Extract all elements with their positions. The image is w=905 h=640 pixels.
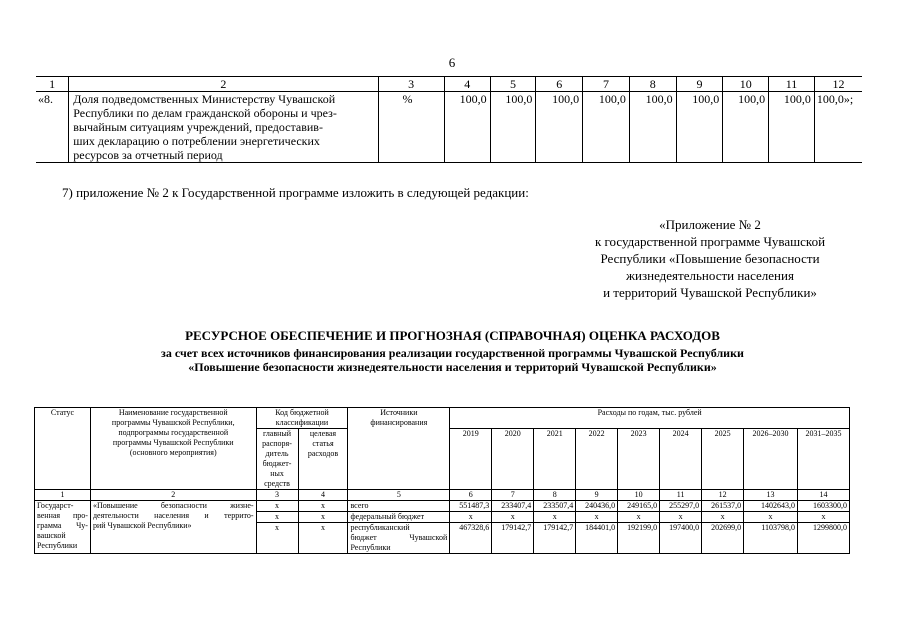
table-cell: 11 [660, 490, 702, 501]
year-header: 2026–2030 [744, 429, 798, 490]
table-cell: 179142,7 [534, 523, 576, 554]
amendment-paragraph: 7) приложение № 2 к Государственной программе изложить в следующей редакции: [62, 185, 529, 200]
table-cell: 249165,0 [618, 501, 660, 512]
table-cell: x [618, 512, 660, 523]
table-cell: x [702, 512, 744, 523]
table-cell: 100,0 [536, 92, 583, 163]
source-cell: республиканский бюджет Чувашской Республики [348, 523, 450, 554]
table-cell: 100,0 [583, 92, 630, 163]
table-cell: 6 [450, 490, 492, 501]
table1-header-row [36, 77, 862, 92]
table-cell: x [256, 501, 298, 512]
program-title: «Повышение безопасности жизнедеятельности населения и территорий Чувашской Республики» [188, 360, 717, 374]
table-cell: x [492, 512, 534, 523]
table-cell: 100,0 [769, 92, 815, 163]
year-header: 2019 [450, 429, 492, 490]
table-cell: 467328,6 [450, 523, 492, 554]
target-header: целевая статья расходов [298, 429, 348, 490]
table-cell: 100,0»; [814, 92, 862, 163]
table-cell: 3 [256, 490, 298, 501]
sources-header: Источники финансирования [348, 408, 450, 490]
appendix-header: «Приложение № 2 к государственной программе Чувашской Республики «Повышение безопасности жизнедеятельности населения и территорий Чувашской Республики» [594, 217, 826, 300]
table-cell: x [534, 512, 576, 523]
table-cell: 2 [69, 77, 378, 92]
table-cell: 1603300,0 [798, 501, 850, 512]
year-header: 2024 [660, 429, 702, 490]
source-cell: федеральный бюджет [348, 512, 450, 523]
table-cell: 1103798,0 [744, 523, 798, 554]
table-cell: 10 [723, 77, 769, 92]
table-cell: 12 [702, 490, 744, 501]
table-cell: 1 [36, 77, 69, 92]
table-cell: 6 [536, 77, 583, 92]
table-cell: x [576, 512, 618, 523]
table-cell: x [298, 512, 348, 523]
table-cell: 233507,4 [534, 501, 576, 512]
table-cell: 1299800,0 [798, 523, 850, 554]
table-cell: 233407,4 [492, 501, 534, 512]
table-cell: x [298, 501, 348, 512]
table-cell: 4 [444, 77, 490, 92]
program-name-cell: «Повышение безопасности жизне- деятельности населения и террито- рий Чувашской Республики» [90, 501, 256, 554]
table-cell: 197400,0 [660, 523, 702, 554]
table1-row [36, 92, 862, 163]
table-cell: 4 [298, 490, 348, 501]
table-cell: 100,0 [490, 92, 536, 163]
table-cell: 179142,7 [492, 523, 534, 554]
status-header: Статус [35, 408, 91, 490]
table-cell: 12 [814, 77, 862, 92]
header-row-1 [35, 408, 850, 429]
table-cell: 100,0 [444, 92, 490, 163]
table-cell: 5 [490, 77, 536, 92]
table-cell: 261537,0 [702, 501, 744, 512]
table-cell: x [798, 512, 850, 523]
table-cell: 3 [378, 77, 444, 92]
table-cell: 11 [769, 77, 815, 92]
table-cell: 10 [618, 490, 660, 501]
table-cell: 9 [576, 490, 618, 501]
table-cell: x [744, 512, 798, 523]
name-header: Наименование государственной программы Чувашской Республики, подпрограммы государственной программы Чувашской Республики (основного мероприятия) [90, 408, 256, 490]
table-cell: x [256, 523, 298, 554]
table-cell: 192199,0 [618, 523, 660, 554]
table-cell: 5 [348, 490, 450, 501]
table-cell: 2 [90, 490, 256, 501]
table-cell: x [660, 512, 702, 523]
row-number: «8. [36, 92, 69, 163]
table-cell: 9 [676, 77, 723, 92]
column-number-row [35, 490, 850, 501]
table-cell: 100,0 [676, 92, 723, 163]
table-cell: 100,0 [723, 92, 769, 163]
year-header: 2031–2035 [798, 429, 850, 490]
table-cell: x [298, 523, 348, 554]
table-cell: 7 [583, 77, 630, 92]
indicator-table [36, 76, 862, 163]
table-cell: 8 [629, 77, 676, 92]
status-cell: Государст- венная про- грамма Чу- вашской Республики [35, 501, 91, 554]
table-cell: 8 [534, 490, 576, 501]
table-cell: 14 [798, 490, 850, 501]
budget-code-header: Код бюджетной классификации [256, 408, 348, 429]
document-title: РЕСУРСНОЕ ОБЕСПЕЧЕНИЕ И ПРОГНОЗНАЯ (СПРАВОЧНАЯ) ОЦЕНКА РАСХОДОВ [185, 328, 720, 343]
table-cell: 7 [492, 490, 534, 501]
table-cell: 1402643,0 [744, 501, 798, 512]
resource-table [34, 407, 850, 554]
table-cell: x [256, 512, 298, 523]
table-cell: x [450, 512, 492, 523]
table-cell: 1 [35, 490, 91, 501]
expenses-header: Расходы по годам, тыс. рублей [450, 408, 850, 429]
table-cell: 184401,0 [576, 523, 618, 554]
table-row [35, 501, 850, 512]
page-number: 6 [448, 55, 456, 70]
unit: % [378, 92, 444, 163]
document-subtitle: за счет всех источников финансирования реализации государственной программы Чувашской Республики [161, 346, 744, 360]
table-cell: 202699,0 [702, 523, 744, 554]
source-cell: всего [348, 501, 450, 512]
table-cell: 255297,0 [660, 501, 702, 512]
indicator-description: Доля подведомственных Министерству Чувашской Республики по делам гражданской обороны и чрез- вычайным ситуациям учреждений, предоставив- ших декларацию о потреблении энергетических ресурсов за отчетный период [69, 92, 378, 163]
table-cell: 100,0 [629, 92, 676, 163]
year-header: 2023 [618, 429, 660, 490]
year-header: 2020 [492, 429, 534, 490]
table-cell: 13 [744, 490, 798, 501]
table-cell: 551487,3 [450, 501, 492, 512]
year-header: 2022 [576, 429, 618, 490]
table-cell: 240436,0 [576, 501, 618, 512]
year-header: 2025 [702, 429, 744, 490]
admin-header: главный распоря- дитель бюджет- ных средств [256, 429, 298, 490]
year-header: 2021 [534, 429, 576, 490]
